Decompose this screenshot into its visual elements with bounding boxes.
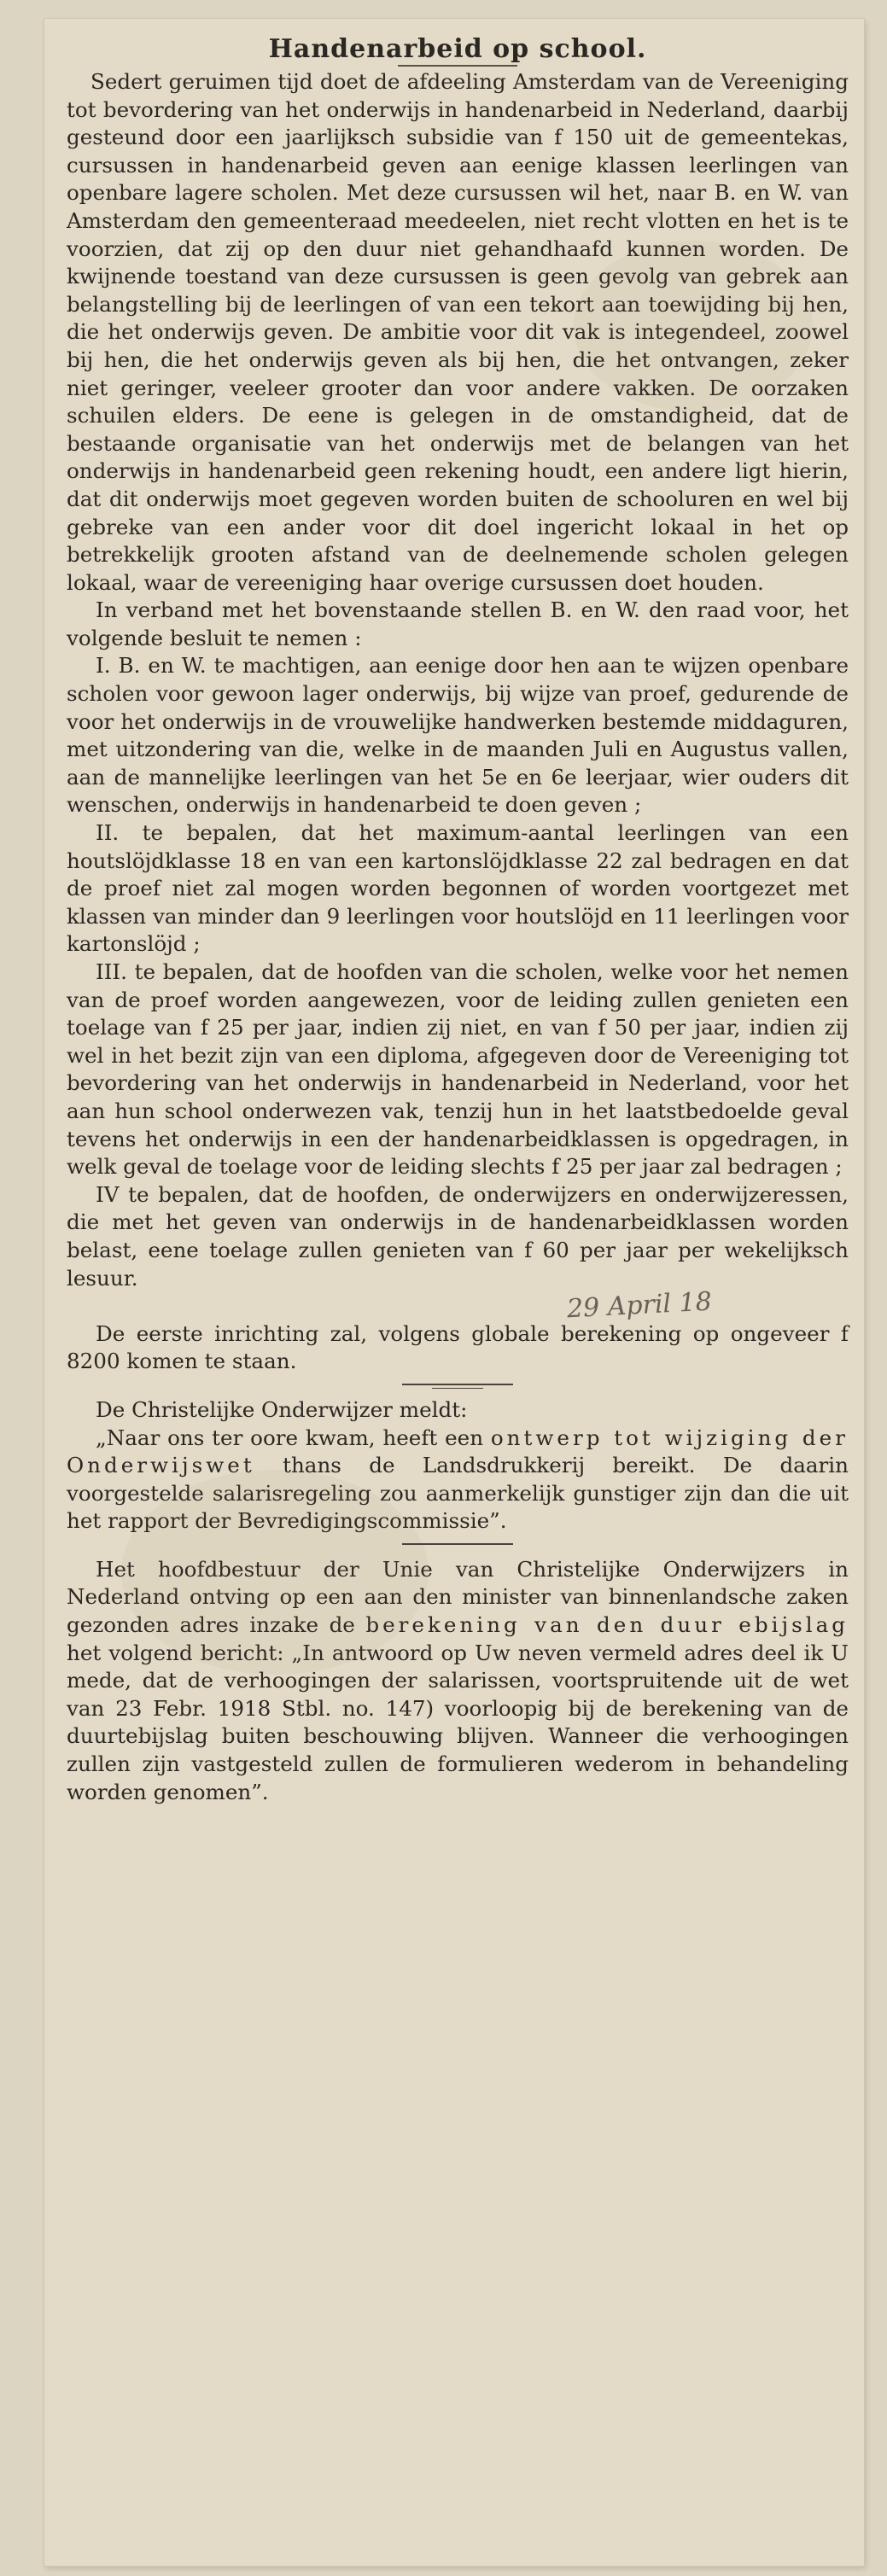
newspaper-clipping — [44, 19, 864, 2566]
handwritten-date: 29 April 18 — [566, 1286, 713, 1325]
notice-2 — [67, 1556, 849, 1806]
notice-1-intro: De Christelijke Onderwijzer meldt: — [96, 1396, 468, 1422]
notice-1-quote — [67, 1425, 849, 1536]
resolution-item-1: I. B. en W. te machtigen, aan eenige door hen aan te wijzen openbare scholen voor gewoon lager onderwijs, bij wijze van proef, gedurende de voor het onderwijs in de vrouwelijke handwerken bestemde middaguren, met uitzondering van die, welke in de maanden Juli en Augustus vallen, aan de mannelijke leerlingen van het 5e en 6e leerjaar, wier ouders dit wenschen, onderwijs in handenarbeid te doen geven ; — [67, 653, 849, 818]
closing-paragraph: De eerste inrichting zal, volgens globale berekening op ongeveer f 8200 komen te staan. — [67, 1320, 849, 1374]
notice-2-rest: het volgend bericht: „In antwoord op Uw neven vermeld adres deel ik U mede, dat de verhoogingen der salarissen, voortspruitende uit de wet van 23 Febr. 1918 Stbl. no. 147) voorloopig bij de berekening van de duurtebijslag buiten beschouwing blijven. Wanneer die verhoogingen zullen zijn vastgesteld zullen de formulieren wederom in behandeling worden genomen”. — [67, 1640, 849, 1804]
notice-1-quote-rest: thans de Landsdrukkerij bereikt. De daarin voorgestelde salarisregeling zou aanmerkelijk gunstiger zijn dan die uit het rapport der Bevredigingscommissie”. — [67, 1453, 849, 1534]
headline: Handenarbeid op school. — [268, 34, 647, 64]
notice-2-intro: Het hoofdbestuur der Unie van Christelijke Onderwijzers in Nederland ontving op een aan den minister van binnenlandsche zaken gezonden adres inzake de — [67, 1556, 849, 1638]
resolution-item-2: II. te bepalen, dat het maximum-aantal leerlingen van een houtslöjdklasse 18 en van een kartonslöjdklasse 22 zal bedragen en dat de proef niet zal mogen worden begonnen of worden voortgezet met klassen van minder dan 9 leerlingen voor houtslöjd en 11 leerlingen voor kartonslöjd ; — [67, 820, 849, 957]
intro-paragraph: Sedert geruimen tijd doet de afdeeling Amsterdam van de Vereeniging tot bevordering van het onderwijs in handenarbeid in Nederland, daarbij gesteund door een jaarlijksch subsidie van f 150 uit de gemeentekas, cursussen in handenarbeid geven aan eenige klassen leerlingen van openbare lagere scholen. Met deze cursussen wil het, naar B. en W. van Amsterdam den gemeenteraad meedeelen, niet recht vlotten en het is te voorzien, dat zij op den duur niet gehandhaafd kunnen worden. De kwijnende toestand van deze cursussen is geen gevolg van gebrek aan belangstelling bij de leerlingen of van een tekort aan toewijding bij hen, die het onderwijs geven. De ambitie voor dit vak is integendeel, zoowel bij hen, die het onderwijs geven als bij hen, die het ontvangen, zeker niet geringer, veeleer grooter dan voor andere vakken. De oorzaken schuilen elders. De eene is gelegen in de omstandigheid, dat de bestaande organisatie van het onderwijs met de belangen van het onderwijs in handenarbeid geen rekening houdt, een andere ligt hierin, dat dit onderwijs moet gegeven worden buiten de schooluren en wel bij gebreke van een ander voor dit doel ingericht lokaal in het op betrekkelijk grooten afstand van de deelnemende scholen gelegen lokaal, waar de vereeniging haar overige cursussen doet houden. — [67, 69, 849, 595]
dateline — [67, 1286, 849, 1325]
proposal-intro: In verband met het bovenstaande stellen B. en W. den raad voor, het volgende besluit te nemen : — [67, 597, 849, 650]
notice-1-spaced: ontwerp tot wijziging der Onderwijswet — [67, 1425, 849, 1478]
headline-rule — [398, 65, 517, 67]
notice-1-quote-open: „Naar ons ter oore kwam, heeft een — [96, 1425, 484, 1450]
separator-2 — [67, 1539, 849, 1551]
resolution-item-3: III. te bepalen, dat de hoofden van die scholen, welke voor het nemen van de proef worden aangewezen, voor de leiding zullen genieten een toelage van f 25 per jaar, indien zij niet, en van f 50 per jaar, indien zij wel in het bezit zijn van een diploma, afgegeven door de Vereeniging tot bevordering van het onderwijs in handenarbeid in Nederland, voor het aan hun school onderwezen vak, tenzij hun in het laatstbedoelde geval tevens het onderwijs in een der handenarbeidklassen is opgedragen, in welk geval de toelage voor de leiding slechts f 25 per jaar zal bedragen ; — [67, 959, 849, 1180]
separator-1 — [67, 1379, 849, 1391]
resolution-item-4: IV te bepalen, dat de hoofden, de onderwijzers en onderwijzeressen, die met het geven van onderwijs in de handenarbeidklassen worden belast, eene toelage zullen genieten van f 60 per jaar per wekelijksch lesuur. — [67, 1181, 849, 1291]
notice-2-spaced: berekening van den duur ebijslag — [365, 1612, 849, 1638]
